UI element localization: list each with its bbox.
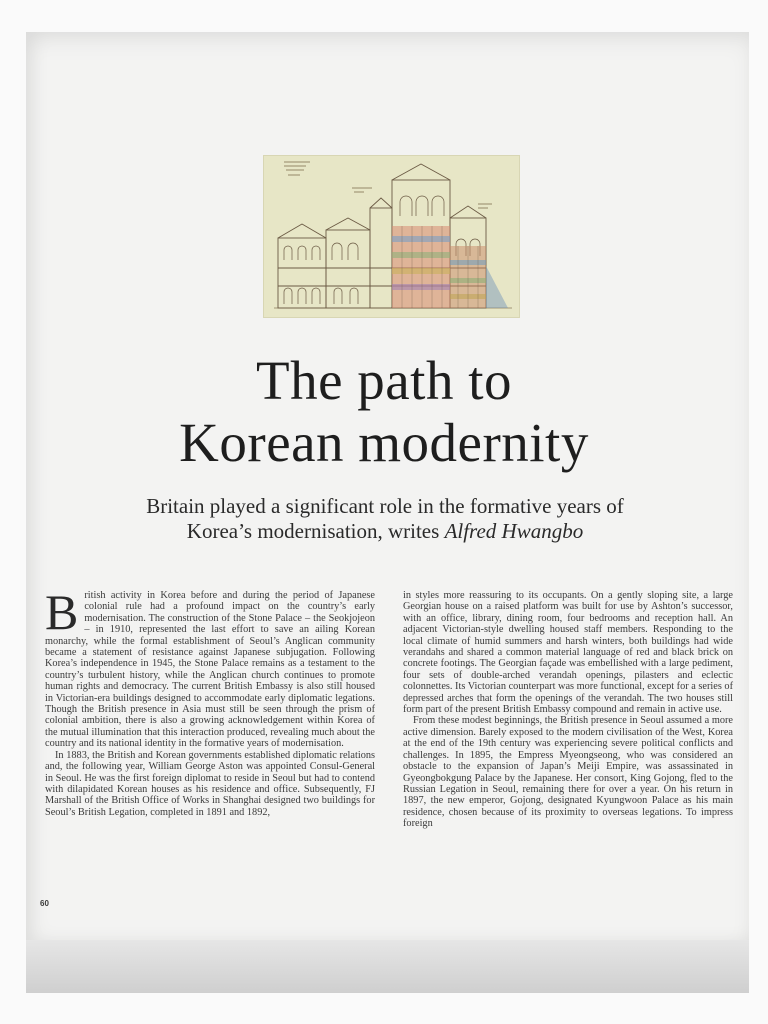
standfirst-prefix: Korea’s modernisation, writes	[186, 519, 445, 543]
author-name: Alfred Hwangbo	[444, 519, 584, 543]
standfirst	[60, 494, 710, 544]
architectural-elevation-drawing-icon	[264, 156, 519, 317]
page-edge-strip	[26, 940, 749, 993]
paragraph: in styles more reassuring to its occupants. On a gently sloping site, a large Georgian house on a raised platform was built for use by Ashton’s successor, with an office, library, dining room, four bedrooms and reception hall. An adjacent Victorian-style dwelling housed staff members. Responding to the local climate of humid summers and harsh winters, both buildings had wide verandahs and shared a common material language of red and black brick on concrete footings. The Georgian façade was embellished with a large pediment, four sets of double-arched verandah openings, pilasters and eclectic colonnettes. Its Victorian counterpart was more functional, except for a series of depressed arches that form the openings of the verandah. The two houses still form part of the present British Embassy compound and remain in active use.	[403, 590, 734, 716]
title-line-2: Korean modernity	[179, 412, 589, 473]
page-number: 60	[40, 899, 49, 908]
standfirst-line-1: Britain played a significant role in the formative years of	[146, 494, 624, 518]
paragraph-text: ritish activity in Korea before and during the period of Japanese colonial rule had a profound impact on the country’s early modernisation. The construction of the Stone Palace – the Seokjojeon – in 1910, represented the last effort to save an ailing Korean monarchy, while the formal establishment of Seoul’s Anglican community became a statement of resistance against Japanese subjugation. Following Korea’s independence in 1945, the Stone Palace remains as a testament to the country’s turbulent history, while the Anglican church continues to promote human rights and democracy. The current British Embassy is also still housed in Victorian-era buildings designed to accommodate early diplomatic legations. Though the British presence in Asia must still be seen through the prism of colonial ambition, there is also a growing acknowledgement within Korea of the mutual illumination that this interaction produced, revealing much about the country and its national identity in the formative years of modernisation.	[45, 590, 375, 750]
drop-cap: B	[45, 584, 79, 640]
paragraph: From these modest beginnings, the British presence in Seoul assumed a more active dimension. Barely exposed to the modern civilisation of the West, Korea at the end of the 19th century was experiencing severe political conflicts and challenges. In 1895, the Empress Myeongseong, who was considered an obstacle to the expansion of Japan’s Meiji Empire, was assassinated in Gyeongbokgung Palace by the Japanese. Her consort, King Gojong, fled to the Russian Legation in Seoul, remaining there for over a year. On his return in 1897, the new emperor, Gojong, designated Kyungwoon Palace as his main residence, chosen because of its proximity to overseas legations. To impress foreign	[403, 715, 733, 830]
article-title	[0, 350, 768, 474]
architectural-drawing-figure	[263, 155, 520, 318]
paragraph	[45, 584, 375, 750]
article-column-right	[403, 590, 733, 830]
title-line-1: The path to	[256, 350, 512, 411]
article-column-left	[45, 584, 375, 818]
standfirst-line-2	[60, 519, 710, 544]
paragraph: In 1883, the British and Korean governments established diplomatic relations and, the following year, William George Aston was appointed Consul-General in Seoul. He was the first foreign diplomat to reside in Seoul but had to contend with dilapidated Korean houses as his residence and office. Subsequently, FJ Marshall of the British Office of Works in Shanghai designed two buildings for Seoul’s British Legation, completed in 1891 and 1892,	[45, 749, 375, 818]
